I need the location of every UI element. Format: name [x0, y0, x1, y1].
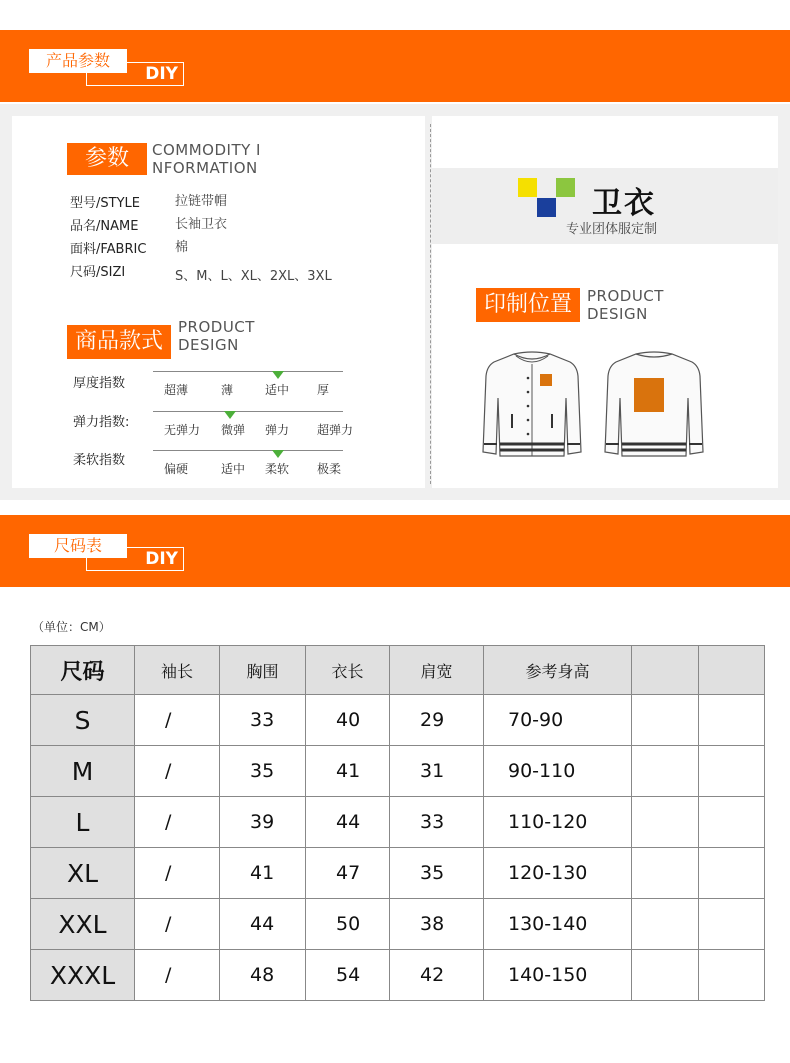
header-cell: 尺码: [31, 646, 135, 695]
size-cell: S: [31, 695, 135, 746]
print-title: 印制位置: [476, 288, 580, 322]
table-cell: /: [135, 695, 220, 746]
table-cell: 41: [306, 746, 390, 797]
header-cell: [699, 646, 765, 695]
params-card: [12, 116, 425, 488]
size-chart-banner: [0, 515, 790, 587]
thickness-option: 超薄: [164, 383, 189, 397]
table-cell: [632, 746, 699, 797]
spec-style-label: 型号/STYLE: [70, 196, 140, 211]
table-row: [31, 746, 765, 797]
table-cell: 35: [220, 746, 306, 797]
print-eng-line2: DESIGN: [587, 305, 648, 323]
params-panel: [0, 104, 790, 500]
logo-blue-square: [537, 198, 556, 217]
product-params-banner: [0, 30, 790, 102]
table-cell: 48: [220, 950, 306, 1001]
table-cell: 38: [390, 899, 484, 950]
style-eng-line1: PRODUCT: [178, 318, 255, 336]
thickness-option: 适中: [265, 383, 290, 397]
header-cell: 参考身高: [484, 646, 632, 695]
brand-card: [432, 116, 778, 488]
table-cell: 33: [390, 797, 484, 848]
table-row: [31, 695, 765, 746]
softness-scale-line: [153, 450, 343, 451]
table-cell: 90-110: [484, 746, 632, 797]
table-cell: [632, 848, 699, 899]
table-cell: 40: [306, 695, 390, 746]
thickness-scale-line: [153, 371, 343, 372]
brand-title: 卫衣: [592, 186, 656, 221]
table-cell: [632, 797, 699, 848]
table-cell: 140-150: [484, 950, 632, 1001]
unit-note: （单位：CM）: [32, 620, 111, 634]
params-eng-line2: NFORMATION: [152, 159, 258, 177]
table-cell: [699, 950, 765, 1001]
table-cell: [699, 695, 765, 746]
elasticity-option: 无弹力: [164, 423, 201, 437]
table-cell: 70-90: [484, 695, 632, 746]
size-cell: L: [31, 797, 135, 848]
table-cell: /: [135, 746, 220, 797]
jacket-back-icon: [604, 348, 704, 460]
table-cell: 44: [306, 797, 390, 848]
table-cell: /: [135, 848, 220, 899]
softness-option: 偏硬: [164, 462, 189, 476]
softness-label: 柔软指数: [73, 453, 126, 468]
table-cell: 120-130: [484, 848, 632, 899]
header-cell: 胸围: [220, 646, 306, 695]
table-cell: 50: [306, 899, 390, 950]
table-cell: 44: [220, 899, 306, 950]
table-row: [31, 848, 765, 899]
print-eng-line1: PRODUCT: [587, 287, 664, 305]
table-cell: [632, 950, 699, 1001]
softness-option: 柔软: [265, 462, 290, 476]
logo-yellow-square: [518, 178, 537, 197]
diy-label: DIY: [86, 62, 184, 86]
softness-marker: [272, 450, 284, 458]
header-cell: 衣长: [306, 646, 390, 695]
table-row: [31, 797, 765, 848]
table-cell: 31: [390, 746, 484, 797]
jacket-front-icon: [482, 348, 582, 460]
spec-style-value: 拉链带帽: [175, 194, 228, 209]
table-cell: [699, 848, 765, 899]
thickness-marker: [272, 371, 284, 379]
spec-fabric-value: 棉: [175, 240, 189, 255]
table-cell: [699, 899, 765, 950]
spec-name-label: 品名/NAME: [70, 219, 139, 234]
elasticity-marker: [224, 411, 236, 419]
table-cell: /: [135, 899, 220, 950]
table-cell: 110-120: [484, 797, 632, 848]
spec-size-label: 尺码/SIZI: [70, 265, 126, 280]
table-cell: 42: [390, 950, 484, 1001]
size-table: [30, 645, 765, 1001]
table-cell: 130-140: [484, 899, 632, 950]
elasticity-label: 弹力指数:: [73, 415, 130, 430]
size-cell: XXL: [31, 899, 135, 950]
header-cell: 肩宽: [390, 646, 484, 695]
table-cell: 33: [220, 695, 306, 746]
table-row: [31, 899, 765, 950]
thickness-label: 厚度指数: [73, 376, 126, 391]
table-cell: [632, 695, 699, 746]
table-cell: /: [135, 797, 220, 848]
elasticity-scale-line: [153, 411, 343, 412]
params-eng-line1: COMMODITY I: [152, 141, 261, 159]
table-cell: /: [135, 950, 220, 1001]
size-cell: XL: [31, 848, 135, 899]
table-cell: 39: [220, 797, 306, 848]
size-cell: M: [31, 746, 135, 797]
table-cell: [632, 899, 699, 950]
softness-option: 极柔: [317, 462, 342, 476]
diy-label: DIY: [86, 547, 184, 571]
header-cell: 袖长: [135, 646, 220, 695]
style-title: 商品款式: [67, 325, 171, 359]
size-cell: XXXL: [31, 950, 135, 1001]
section-tag: 尺码表: [29, 534, 127, 558]
header-cell: [632, 646, 699, 695]
thickness-option: 薄: [221, 383, 234, 397]
table-cell: 41: [220, 848, 306, 899]
spec-size-value: S、M、L、XL、2XL、3XL: [175, 269, 332, 284]
dashed-divider: [430, 124, 431, 484]
table-cell: [699, 797, 765, 848]
table-cell: 35: [390, 848, 484, 899]
table-cell: [699, 746, 765, 797]
style-eng-line2: DESIGN: [178, 336, 239, 354]
params-title: 参数: [67, 143, 147, 175]
table-cell: 29: [390, 695, 484, 746]
table-cell: 54: [306, 950, 390, 1001]
softness-option: 适中: [221, 462, 246, 476]
thickness-option: 厚: [317, 383, 330, 397]
spec-name-value: 长袖卫衣: [175, 217, 228, 232]
spec-fabric-label: 面料/FABRIC: [70, 242, 147, 257]
table-row: [31, 950, 765, 1001]
elasticity-option: 弹力: [265, 423, 290, 437]
elasticity-option: 超弹力: [317, 423, 354, 437]
section-tag: 产品参数: [29, 49, 127, 73]
table-header-row: [31, 646, 765, 695]
table-cell: 47: [306, 848, 390, 899]
elasticity-option: 微弹: [221, 423, 246, 437]
brand-subtitle: 专业团体服定制: [566, 222, 658, 237]
logo-green-square: [556, 178, 575, 197]
